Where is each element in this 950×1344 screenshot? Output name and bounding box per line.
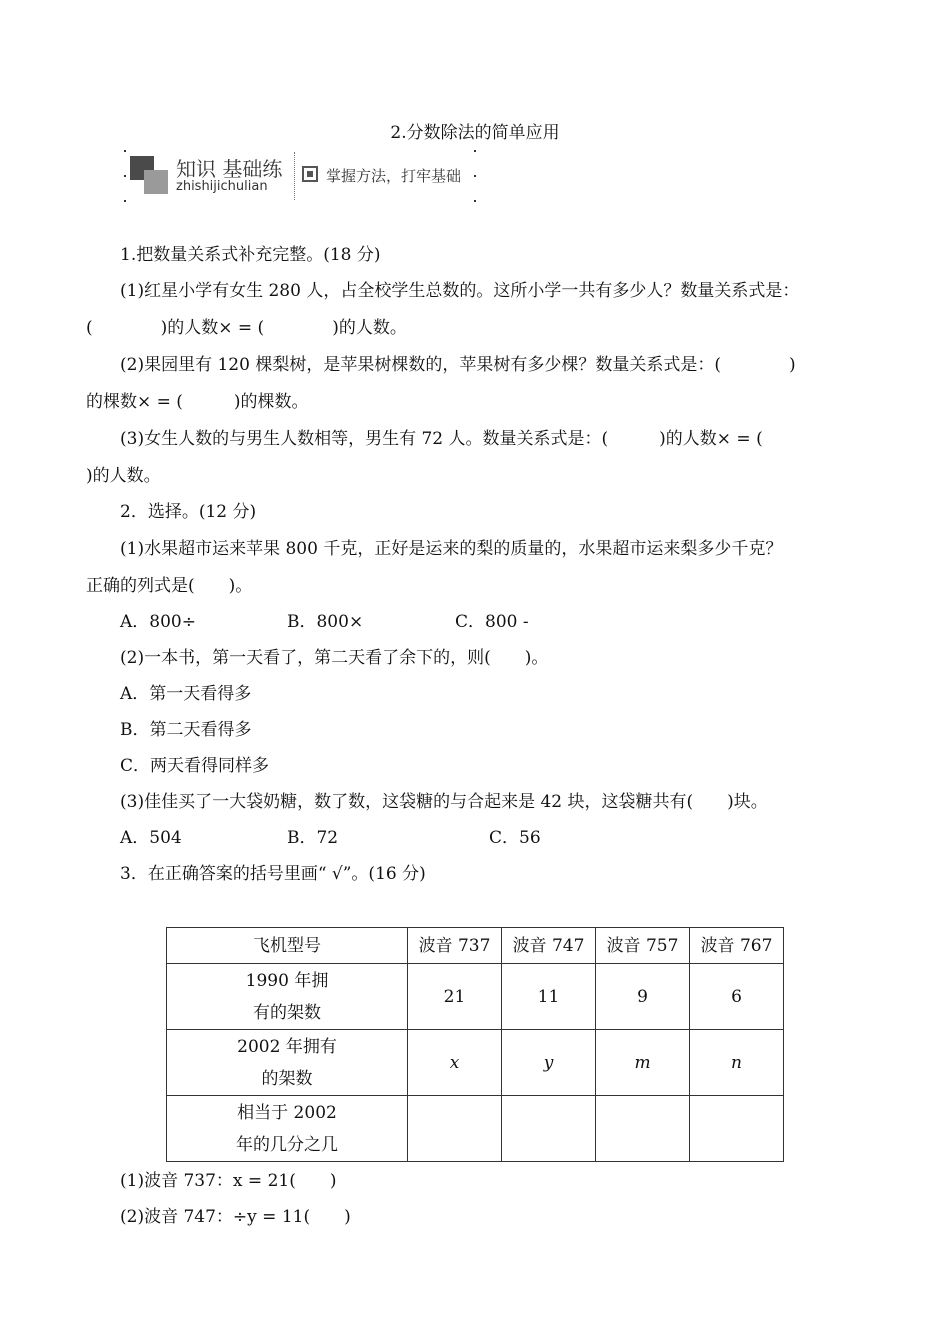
table-cell-empty bbox=[690, 1096, 784, 1162]
table-header-cell: 飞机型号 bbox=[167, 928, 408, 964]
banner-logo-icon bbox=[130, 156, 168, 194]
q2-p1-option-b: B．800× bbox=[287, 612, 364, 632]
table-cell: 9 bbox=[596, 964, 690, 1030]
banner-title: 知识 基础练 bbox=[176, 157, 283, 181]
row-label-line: 的架数 bbox=[261, 1068, 313, 1089]
row-label-line: 相当于 2002 bbox=[237, 1102, 337, 1123]
table-header-cell: 波音 767 bbox=[690, 928, 784, 964]
row-label-line: 2002 年拥有 bbox=[237, 1036, 337, 1057]
q2-heading: 2．选择。(12 分) bbox=[120, 502, 257, 522]
table-cell: 6 bbox=[690, 964, 784, 1030]
q2-p3-option-b: B．72 bbox=[287, 828, 339, 848]
table-row-label bbox=[167, 1096, 408, 1162]
q1-heading: 1.把数量关系式补充完整。(18 分) bbox=[120, 245, 381, 265]
q1-p2-line1: (2)果园里有 120 棵梨树，是苹果树棵数的，苹果树有多少棵？数量关系式是：( ) bbox=[120, 355, 796, 375]
q1-p3-line2: )的人数。 bbox=[86, 466, 161, 486]
q2-p1-line2: 正确的列式是( )。 bbox=[86, 576, 253, 596]
q2-p1-option-a: A．800÷ bbox=[120, 612, 196, 632]
q1-p1-line1: (1)红星小学有女生 280 人，占全校学生总数的。这所小学一共有多少人？数量关系式是： bbox=[120, 281, 800, 301]
table-cell: x bbox=[408, 1030, 502, 1096]
table-cell-empty bbox=[502, 1096, 596, 1162]
page-title: 2.分数除法的简单应用 bbox=[390, 123, 560, 143]
table-header-row bbox=[167, 928, 784, 964]
table-cell: 11 bbox=[502, 964, 596, 1030]
row-label-line: 1990 年拥 bbox=[245, 970, 329, 991]
q2-p3-option-a: A．504 bbox=[120, 828, 182, 848]
row-label-line: 有的架数 bbox=[253, 1002, 321, 1023]
table-cell: m bbox=[596, 1030, 690, 1096]
table-header-cell: 波音 747 bbox=[502, 928, 596, 964]
q2-p3-option-c: C．56 bbox=[489, 828, 541, 848]
section-banner bbox=[124, 150, 478, 202]
table-row bbox=[167, 1096, 784, 1162]
table-header-cell: 波音 737 bbox=[408, 928, 502, 964]
table-row bbox=[167, 1030, 784, 1096]
table-cell: y bbox=[502, 1030, 596, 1096]
table-row-label bbox=[167, 964, 408, 1030]
banner-pinyin: zhishijichulian bbox=[176, 179, 268, 194]
q2-p2-option-a: A．第一天看得多 bbox=[120, 684, 252, 704]
q2-p2-option-b: B．第二天看得多 bbox=[120, 720, 252, 740]
table-row-label bbox=[167, 1030, 408, 1096]
q2-p1-option-c: C．800 - bbox=[455, 612, 529, 632]
table-cell-empty bbox=[408, 1096, 502, 1162]
table-cell: 21 bbox=[408, 964, 502, 1030]
table-cell: n bbox=[690, 1030, 784, 1096]
q1-p1-line2: ( )的人数× = ( )的人数。 bbox=[86, 318, 407, 338]
aircraft-table bbox=[166, 927, 784, 1162]
table-row bbox=[167, 964, 784, 1030]
q1-p2-line2: 的棵数× = ( )的棵数。 bbox=[86, 392, 309, 412]
banner-slogan: 掌握方法，打牢基础 bbox=[326, 167, 462, 185]
row-label-line: 年的几分之几 bbox=[236, 1134, 338, 1155]
q2-p3: (3)佳佳买了一大袋奶糖，数了数，这袋糖的与合起来是 42 块，这袋糖共有( )块。 bbox=[120, 792, 768, 812]
q2-p1-line1: (1)水果超市运来苹果 800 千克，正好是运来的梨的质量的，水果超市运来梨多少千克？ bbox=[120, 539, 783, 559]
q3-statement-2: (2)波音 747：÷y = 11( ) bbox=[120, 1207, 351, 1227]
q2-p2-option-c: C．两天看得同样多 bbox=[120, 756, 270, 776]
q2-p2: (2)一本书，第一天看了，第二天看了余下的，则( )。 bbox=[120, 648, 549, 668]
q1-p3-line1: (3)女生人数的与男生人数相等，男生有 72 人。数量关系式是：( )的人数× = ( bbox=[120, 429, 763, 449]
table-header-cell: 波音 757 bbox=[596, 928, 690, 964]
table-cell-empty bbox=[596, 1096, 690, 1162]
q3-statement-1: (1)波音 737：x = 21( ) bbox=[120, 1171, 337, 1191]
q3-heading: 3．在正确答案的括号里画“ √”。(16 分) bbox=[120, 864, 426, 884]
banner-square-icon bbox=[302, 166, 318, 182]
